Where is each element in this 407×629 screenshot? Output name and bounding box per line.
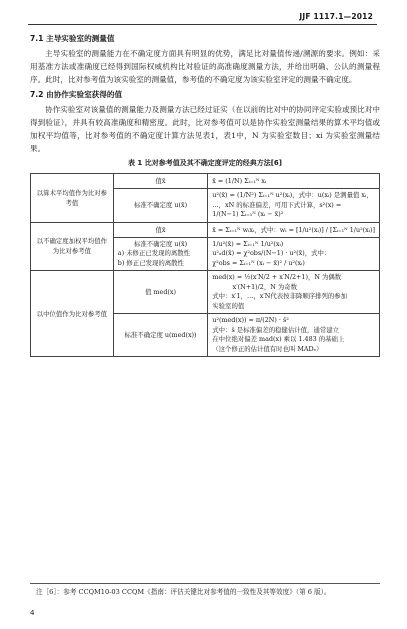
median-value-formula [208, 271, 380, 314]
formula-line: u²(x̄) = (1/N²) Σᵢ₌₁ᴺ u²(xᵢ)，式中：u(xᵢ) 是测量值 xᵢ， [212, 191, 373, 199]
group-median: 以中位值作为比对参考值 [31, 271, 114, 357]
section-7-1-text: 主导实验室的测量能力在不确定度方面具有明显的优势，满足比对量值传递/溯源的要求。例如：采用基准方法或准确度已经得到国际权威机构比对验证的高准确度测量方法，并给出明确、公认的测量程序。此时，比对参考值为该实验室的测量值，参考值的不确定度为该实验室评定的测量不确定度。 [30, 49, 380, 84]
formula-line: 实验室的值 [212, 301, 245, 310]
footnote: 注［6］：参考 CCQM10-03 CCQM《指南：评估关键比对参考值的一致性及其等效度》（第 6 版）。 [36, 588, 331, 596]
uncertainty-label: 标准不确定度 u(x̄) [133, 239, 188, 248]
table-row [31, 222, 380, 237]
formula-line: u²ₐd(x̄) = χ²obs/(N−1) · u²(x̄)，式中： [212, 249, 331, 257]
section-7-1-heading: 7.1 主导实验室的测量值 [30, 34, 115, 43]
note-uncorrected: a) 未修正已发现的离散性 [117, 249, 191, 257]
formula-line: x̄ = Σᵢ₌₁ᴺ wᵢxᵢ，式中：wᵢ = [1/u²(xᵢ)] / [Σᵢ₌₁ᴺ 1/u²(xᵢ)] [212, 225, 375, 234]
section-7-2-heading: 7.2 由协作实验室获得的值 [30, 90, 123, 99]
footnote-rule [30, 583, 380, 584]
section-7-2-text: 协作实验室对该量值的测量能力及测量方法已经过证实（在以前的比对中的协同评定实验或预比对中得到验证），并具有较高准确度和精密度。此时，比对参考值可以是协作实验室测量结果的算术平均值或加权平均值等，比对参考值的不确定度计算方法见表1，表1中，N 为实验室数目；xi 为实验室测量结果。 [30, 105, 380, 153]
arith-value-formula: x̄ = (1/N) Σᵢ₌₁ᴺ xᵢ [208, 174, 380, 189]
table-row [31, 271, 380, 314]
header-rule [28, 24, 377, 25]
formula-line: （这个修正的估计值有时也叫 MADₑ） [212, 344, 323, 353]
weighted-uncertainty-formula [208, 237, 380, 271]
median-uncertainty-label: 标准不确定度 u(med(x)) [113, 314, 207, 357]
table-row [31, 174, 380, 189]
note-corrected: b) 修正已发现的离散性 [117, 258, 184, 267]
arith-uncertainty-formula [208, 189, 380, 223]
page-number: 4 [30, 609, 35, 617]
arith-uncertainty-label: 标准不确定度 u(x̄) [113, 189, 207, 223]
formula-line: med(x) = ½(x′N/2 + x′N/2+1)，N 为偶数 [212, 273, 342, 281]
formula-line: x′(N+1)/2，N 为奇数 [212, 282, 298, 291]
weighted-uncertainty-label [113, 237, 207, 271]
median-uncertainty-formula [208, 314, 380, 357]
table-caption: 表 1 比对参考值及其不确定度评定的经典方法[6] [127, 159, 282, 167]
formula-line: 1/(N−1) Σᵢ₌₁ᴺ (xᵢ − x̄)² [212, 210, 284, 218]
formula-line: χ²obs = Σᵢ₌₁ᴺ (xᵢ − x̄)² / u²(xᵢ) [212, 258, 305, 267]
weighted-value-label: 值x̄ [113, 222, 207, 237]
document-body [30, 32, 380, 357]
reference-value-table [30, 173, 380, 357]
formula-line: 在中位绝对偏差 mad(x) 乘以 1.483 的基础上 [212, 335, 345, 343]
formula-line: …，xN 的标准偏差，可用下式计算，s²(x) = [212, 200, 342, 209]
formula-line: u²(med(x)) ≈ π/(2N) · ŝ² [212, 316, 289, 324]
formula-line: 1/u²(x̄) = Σᵢ₌₁ᴺ 1/u²(xᵢ) [212, 239, 284, 248]
weighted-value-formula [208, 222, 380, 237]
formula-line: 式中：ŝ 是标准偏差的稳健估计值，通常建立 [212, 325, 340, 334]
arith-value-label: 值x̄ [113, 174, 207, 189]
formula-line: 式中：x′1，…，x′N代表按非降顺序排列的参加 [212, 292, 348, 300]
group-weighted-mean: 以不确定度加权平均值作为比对参考值 [31, 222, 114, 271]
group-arithmetic-mean: 以算术平均值作为比对参考值 [31, 174, 114, 223]
median-value-label: 值 med(x) [113, 271, 207, 314]
standard-code: JJF 1117.1—2012 [299, 12, 373, 21]
